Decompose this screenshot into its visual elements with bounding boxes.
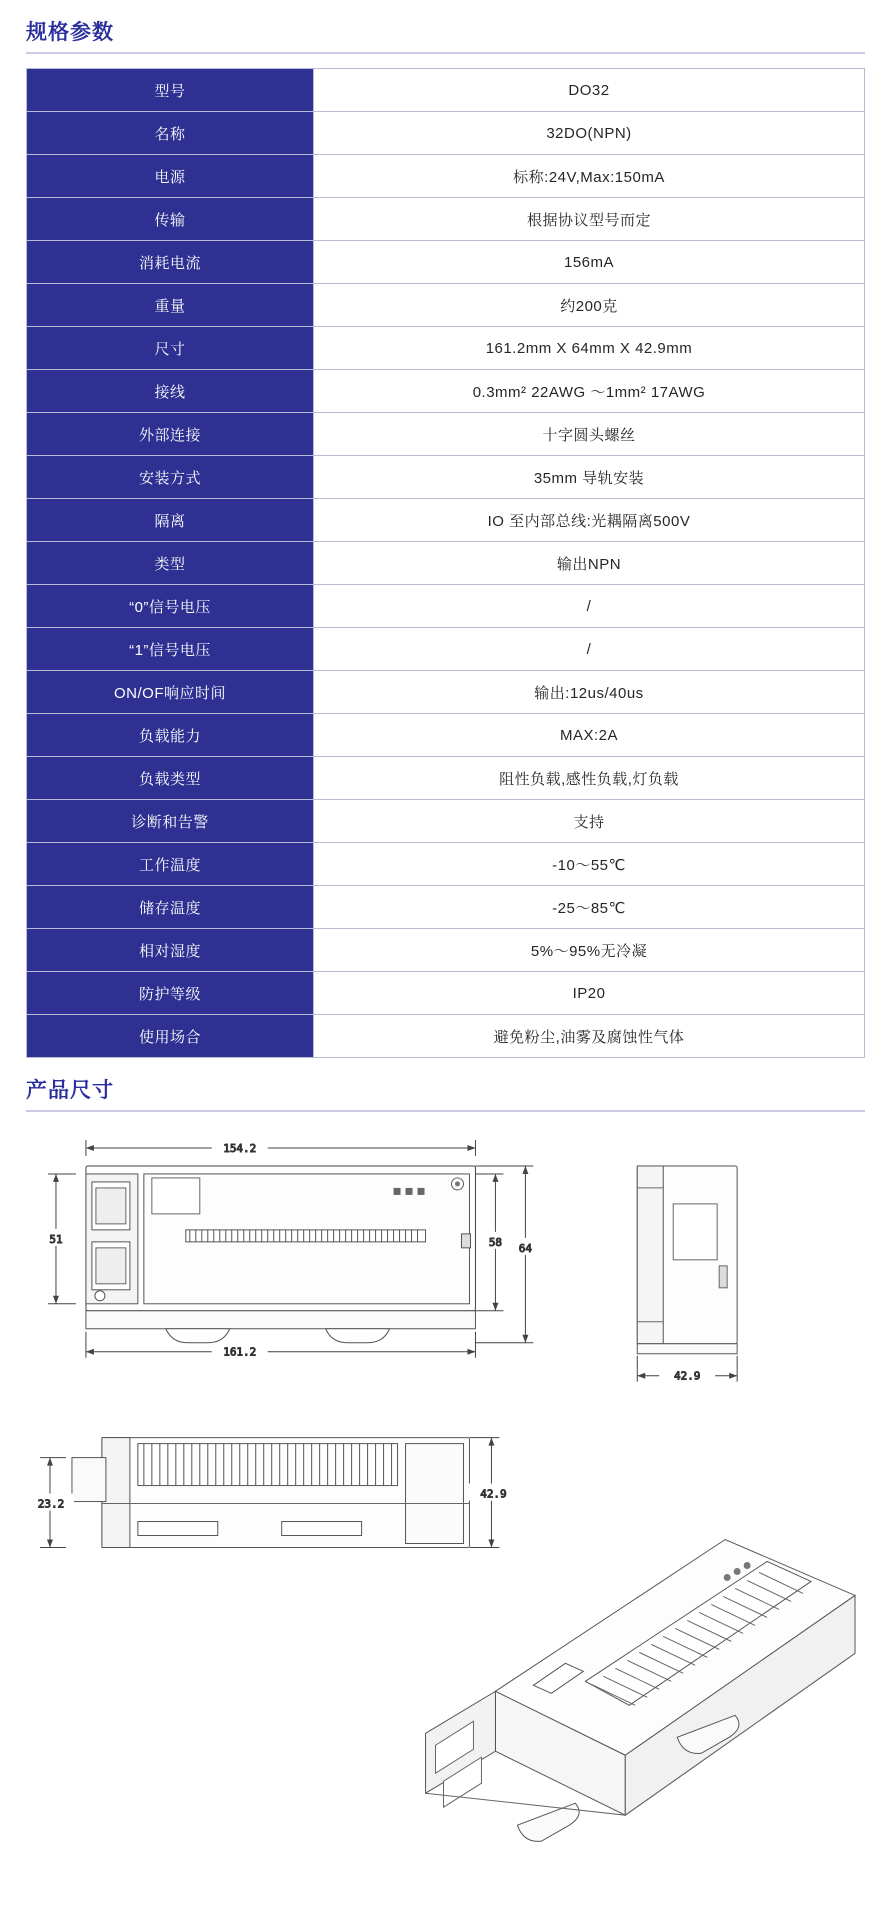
spec-value-cell: 156mA	[314, 241, 865, 284]
spec-value-cell: 阻性负载,感性负载,灯负载	[314, 757, 865, 800]
front-view	[40, 1139, 541, 1360]
spec-key-cell: 相对湿度	[27, 929, 314, 972]
title-divider-dimensions	[26, 1110, 865, 1112]
spec-value-cell: 0.3mm² 22AWG 〜1mm² 17AWG	[314, 370, 865, 413]
spec-value-cell: 标称:24V,Max:150mA	[314, 155, 865, 198]
spec-value-cell: 35mm 导轨安装	[314, 456, 865, 499]
table-row	[27, 757, 865, 800]
table-row	[27, 671, 865, 714]
spec-value-cell: 十字圆头螺丝	[314, 413, 865, 456]
dim-front-height-left: 51	[49, 1232, 63, 1246]
table-row	[27, 284, 865, 327]
spec-value-cell: DO32	[314, 69, 865, 112]
spec-value-cell: /	[314, 585, 865, 628]
spec-value-cell: 输出:12us/40us	[314, 671, 865, 714]
dim-side-depth: 42.9	[673, 1369, 701, 1383]
table-row	[27, 800, 865, 843]
table-row	[27, 499, 865, 542]
spec-key-cell: 名称	[27, 112, 314, 155]
table-row	[27, 714, 865, 757]
spec-key-cell: 型号	[27, 69, 314, 112]
spec-value-cell: 根据协议型号而定	[314, 198, 865, 241]
spec-key-cell: 隔离	[27, 499, 314, 542]
spec-key-cell: ON/OF响应时间	[27, 671, 314, 714]
spec-value-cell: 支持	[314, 800, 865, 843]
table-row	[27, 327, 865, 370]
table-row	[27, 413, 865, 456]
top-view	[28, 1438, 517, 1548]
spec-key-cell: 防护等级	[27, 972, 314, 1015]
spec-key-cell: 接线	[27, 370, 314, 413]
product-spec-page	[0, 16, 891, 1895]
perspective-view	[426, 1540, 855, 1842]
spec-value-cell: /	[314, 628, 865, 671]
spec-value-cell: IP20	[314, 972, 865, 1015]
spec-key-cell: “0”信号电压	[27, 585, 314, 628]
spec-key-cell: 传输	[27, 198, 314, 241]
dim-front-width-outer: 161.2	[223, 1345, 257, 1359]
spec-value-cell: 约200克	[314, 284, 865, 327]
spec-key-cell: 消耗电流	[27, 241, 314, 284]
table-row	[27, 112, 865, 155]
spec-key-cell: 电源	[27, 155, 314, 198]
dimension-drawing-svg	[26, 1126, 865, 1895]
table-row	[27, 155, 865, 198]
spec-key-cell: 工作温度	[27, 843, 314, 886]
spec-value-cell: MAX:2A	[314, 714, 865, 757]
table-row	[27, 241, 865, 284]
table-row	[27, 370, 865, 413]
table-row	[27, 628, 865, 671]
spec-value-cell: -10〜55℃	[314, 843, 865, 886]
dim-front-height-outer: 64	[518, 1241, 533, 1255]
table-row	[27, 929, 865, 972]
dimension-drawing	[26, 1126, 865, 1895]
spec-key-cell: 安装方式	[27, 456, 314, 499]
spec-key-cell: 储存温度	[27, 886, 314, 929]
spec-key-cell: 使用场合	[27, 1015, 314, 1058]
spec-key-cell: 尺寸	[27, 327, 314, 370]
page-title-specs: 规格参数	[26, 21, 114, 44]
spec-value-cell: 输出NPN	[314, 542, 865, 585]
side-view	[637, 1166, 737, 1384]
spec-key-cell: 外部连接	[27, 413, 314, 456]
table-row	[27, 1015, 865, 1058]
spec-value-cell: 161.2mm X 64mm X 42.9mm	[314, 327, 865, 370]
table-row	[27, 972, 865, 1015]
spec-key-cell: 类型	[27, 542, 314, 585]
spec-value-cell: 32DO(NPN)	[314, 112, 865, 155]
table-row	[27, 886, 865, 929]
spec-value-cell: 避免粉尘,油雾及腐蚀性气体	[314, 1015, 865, 1058]
dim-top-depth: 42.9	[480, 1487, 507, 1501]
spec-key-cell: 重量	[27, 284, 314, 327]
table-row	[27, 69, 865, 112]
table-row	[27, 198, 865, 241]
table-row	[27, 585, 865, 628]
table-row	[27, 456, 865, 499]
title-divider-specs	[26, 52, 865, 54]
table-row	[27, 542, 865, 585]
dim-front-height-inner: 58	[488, 1235, 503, 1249]
spec-value-cell: 5%〜95%无冷凝	[314, 929, 865, 972]
spec-table-body	[27, 69, 865, 1058]
spec-table	[26, 68, 865, 1058]
dim-front-width-inner: 154.2	[223, 1141, 257, 1155]
spec-key-cell: 诊断和告警	[27, 800, 314, 843]
spec-key-cell: “1”信号电压	[27, 628, 314, 671]
table-row	[27, 843, 865, 886]
spec-value-cell: -25〜85℃	[314, 886, 865, 929]
spec-value-cell: IO 至内部总线:光耦隔离500V	[314, 499, 865, 542]
spec-key-cell: 负载能力	[27, 714, 314, 757]
dim-top-height: 23.2	[37, 1497, 65, 1511]
spec-key-cell: 负载类型	[27, 757, 314, 800]
page-title-dimensions: 产品尺寸	[26, 1079, 114, 1102]
